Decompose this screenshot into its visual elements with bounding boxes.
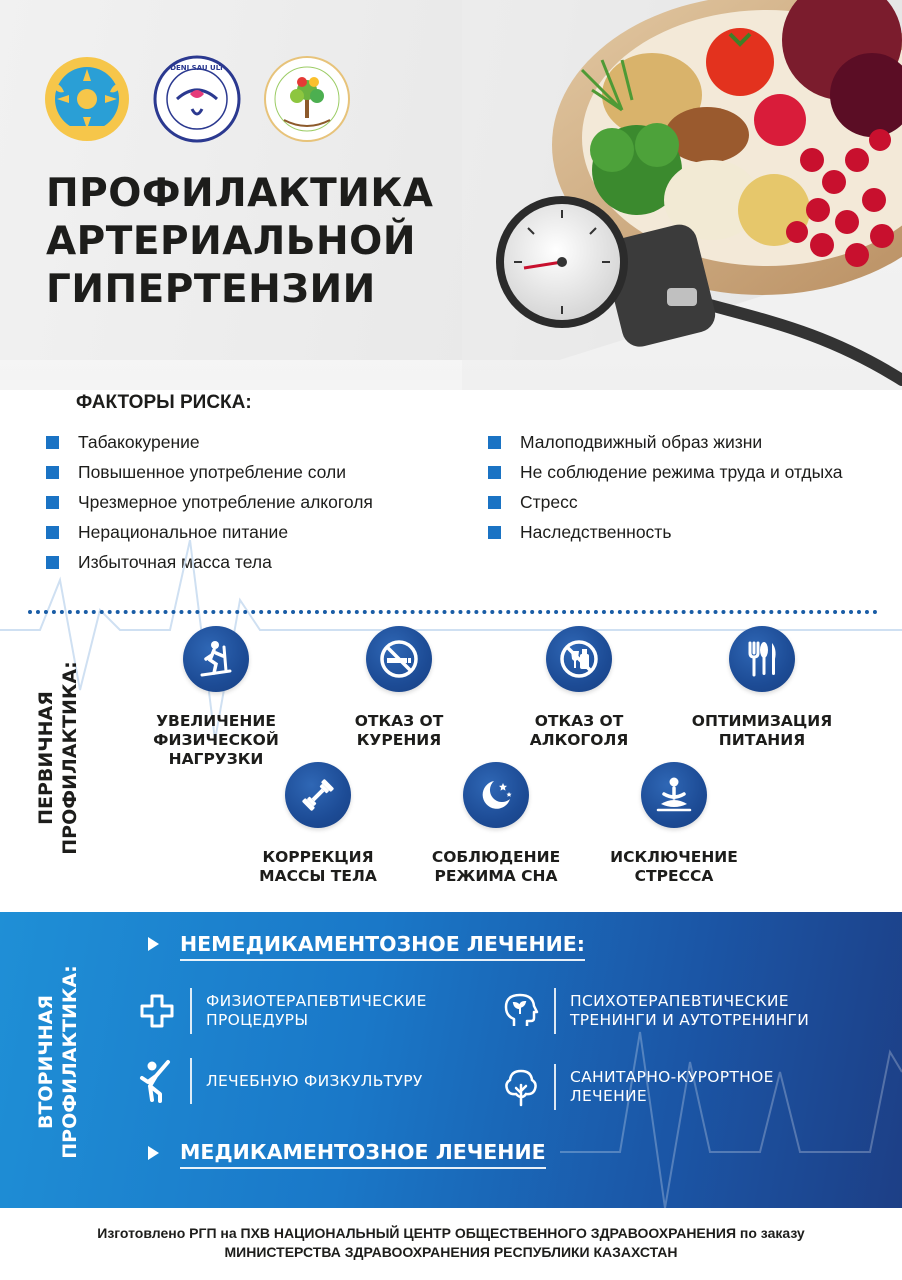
treadmill-icon xyxy=(196,639,236,679)
prevention-icon-circle xyxy=(463,762,529,828)
risk-item-label: Малоподвижный образ жизни xyxy=(520,432,763,452)
prevention-label-line: СТРЕССА xyxy=(634,867,714,885)
risk-item xyxy=(488,462,868,482)
page-title xyxy=(46,170,433,314)
square-bullet-icon xyxy=(488,526,501,539)
square-bullet-icon xyxy=(488,436,501,449)
risk-item-label: Табакокурение xyxy=(78,432,200,452)
risk-list-left xyxy=(46,432,466,582)
risk-item-label: Нерациональное питание xyxy=(78,522,289,542)
prevention-nutrition xyxy=(672,626,852,750)
secondary-item-label xyxy=(570,1068,774,1106)
secondary-item-physiotherapy xyxy=(136,988,427,1034)
title-line-2: АРТЕРИАЛЬНОЙ xyxy=(46,219,416,264)
risk-item xyxy=(46,432,466,452)
prevention-icon-circle xyxy=(729,626,795,692)
prevention-label-line: ФИЗИЧЕСКОЙ xyxy=(153,731,279,749)
risk-item xyxy=(46,552,466,572)
risk-item-label: Избыточная масса тела xyxy=(78,552,272,572)
primary-label-line-1: ПЕРВИЧНАЯ xyxy=(35,691,57,825)
prevention-icon-circle xyxy=(546,626,612,692)
moon-stars-icon xyxy=(476,775,516,815)
no-smoking-icon xyxy=(378,638,420,680)
risk-item-label: Стресс xyxy=(520,492,578,512)
secondary-item-line: ФИЗИОТЕРАПЕВТИЧЕСКИЕ xyxy=(206,992,427,1010)
risk-item-label: Повышенное употребление соли xyxy=(78,462,346,482)
title-line-1: ПРОФИЛАКТИКА xyxy=(46,171,434,216)
play-arrow-icon xyxy=(148,937,159,951)
risk-item-label: Чрезмерное употребление алкоголя xyxy=(78,492,373,512)
square-bullet-icon xyxy=(488,466,501,479)
prevention-no-alcohol xyxy=(489,626,669,750)
square-bullet-icon xyxy=(46,526,59,539)
prevention-label-line: ОТКАЗ ОТ xyxy=(534,712,624,730)
prevention-icon-circle xyxy=(285,762,351,828)
prevention-weight-correction xyxy=(228,762,408,886)
title-line-3: ГИПЕРТЕНЗИИ xyxy=(46,267,376,312)
prevention-label-line: КУРЕНИЯ xyxy=(356,731,442,749)
fork-knife-icon xyxy=(742,639,782,679)
primary-label-line-2: ПРОФИЛАКТИКА: xyxy=(59,661,81,855)
health-center-logo-icon xyxy=(262,54,352,144)
prevention-no-smoking xyxy=(309,626,489,750)
secondary-item-psychotherapy xyxy=(500,988,809,1034)
medical-cross-icon xyxy=(136,990,178,1032)
square-bullet-icon xyxy=(488,496,501,509)
drug-treatment-heading: МЕДИКАМЕНТОЗНОЕ ЛЕЧЕНИЕ xyxy=(180,1140,546,1169)
secondary-prevention-label xyxy=(34,952,82,1172)
primary-prevention-label xyxy=(34,648,82,868)
prevention-icon-circle xyxy=(366,626,432,692)
header xyxy=(0,0,902,390)
prevention-icon-circle xyxy=(183,626,249,692)
risk-item xyxy=(46,462,466,482)
prevention-label-line: ОПТИМИЗАЦИЯ xyxy=(691,712,833,730)
prevention-sleep xyxy=(406,762,586,886)
risk-factors-title: ФАКТОРЫ РИСКА: xyxy=(76,392,252,413)
prevention-label xyxy=(126,712,306,769)
vertical-separator xyxy=(190,1058,192,1104)
prevention-label xyxy=(309,712,489,750)
secondary-item-label xyxy=(206,1072,423,1091)
prevention-label-line: СОБЛЮДЕНИЕ xyxy=(431,848,561,866)
square-bullet-icon xyxy=(46,556,59,569)
footer-line-1: Изготовлено РГП на ПХВ НАЦИОНАЛЬНЫЙ ЦЕНТР ОБЩЕСТВЕННОГО ЗДРАВООХРАНЕНИЯ по заказу xyxy=(97,1225,805,1241)
secondary-item-line: ТРЕНИНГИ И АУТОТРЕНИНГИ xyxy=(570,1011,810,1029)
secondary-item-line: ПСИХОТЕРАПЕВТИЧЕСКИЕ xyxy=(570,992,789,1010)
risk-item xyxy=(46,522,466,542)
prevention-physical-activity xyxy=(126,626,306,769)
prevention-label xyxy=(672,712,852,750)
deni-sau-ult-logo-icon xyxy=(152,54,242,144)
non-drug-treatment-heading: НЕМЕДИКАМЕНТОЗНОЕ ЛЕЧЕНИЕ: xyxy=(180,932,585,961)
square-bullet-icon xyxy=(46,466,59,479)
prevention-icon-circle xyxy=(641,762,707,828)
prevention-label-line: КОРРЕКЦИЯ xyxy=(262,848,374,866)
footer-credits xyxy=(0,1208,902,1280)
prevention-label-line: РЕЖИМА СНА xyxy=(434,867,558,885)
prevention-label-line: ПИТАНИЯ xyxy=(718,731,806,749)
secondary-item-line: ЛЕЧЕНИЕ xyxy=(570,1087,648,1105)
logo-row xyxy=(42,54,352,144)
risk-item xyxy=(488,522,868,542)
no-alcohol-icon xyxy=(558,638,600,680)
square-bullet-icon xyxy=(46,496,59,509)
secondary-label-line-2: ПРОФИЛАКТИКА: xyxy=(59,965,81,1159)
secondary-item-sanatorium xyxy=(500,1064,774,1110)
secondary-item-line: ПРОЦЕДУРЫ xyxy=(206,1011,309,1029)
risk-item xyxy=(488,432,868,452)
secondary-item-line: ЛЕЧЕБНУЮ ФИЗКУЛЬТУРУ xyxy=(206,1071,423,1090)
secondary-item-exercise-therapy xyxy=(136,1058,423,1104)
secondary-item-line: САНИТАРНО-КУРОРТНОЕ xyxy=(570,1068,774,1086)
head-leaf-icon xyxy=(500,990,542,1032)
risk-list-right xyxy=(488,432,868,552)
vertical-separator xyxy=(190,988,192,1034)
risk-item-label: Наследственность xyxy=(520,522,672,542)
prevention-label-line: УВЕЛИЧЕНИЕ xyxy=(156,712,276,730)
prevention-label-line: ОТКАЗ ОТ xyxy=(354,712,444,730)
vertical-separator xyxy=(554,988,556,1034)
risk-item xyxy=(488,492,868,512)
vertical-separator xyxy=(554,1064,556,1110)
tree-icon xyxy=(500,1066,542,1108)
prevention-label xyxy=(489,712,669,750)
prevention-label xyxy=(406,848,586,886)
risk-item xyxy=(46,492,466,512)
prevention-stress xyxy=(584,762,764,886)
square-bullet-icon xyxy=(46,436,59,449)
secondary-label-line-1: ВТОРИЧНАЯ xyxy=(35,995,57,1130)
prevention-label-line: НАГРУЗКИ xyxy=(168,750,264,768)
state-emblem-icon xyxy=(42,54,132,144)
prevention-label-line: АЛКОГОЛЯ xyxy=(529,731,629,749)
stretching-person-icon xyxy=(136,1060,178,1102)
secondary-item-label xyxy=(570,992,809,1030)
secondary-item-label xyxy=(206,992,427,1030)
food-tonometer-photo xyxy=(462,0,902,390)
risk-item-label: Не соблюдение режима труда и отдыха xyxy=(520,462,843,482)
footer-line-2: МИНИСТЕРСТВА ЗДРАВООХРАНЕНИЯ РЕСПУБЛИКИ КАЗАХСТАН xyxy=(224,1244,678,1260)
prevention-label-line: МАССЫ ТЕЛА xyxy=(259,867,377,885)
section-divider xyxy=(28,610,878,614)
deni-sau-logo-text: DENI SAU ULT xyxy=(170,64,224,72)
meditation-icon xyxy=(653,774,695,816)
play-arrow-icon xyxy=(148,1146,159,1160)
prevention-label xyxy=(584,848,764,886)
dumbbell-icon xyxy=(298,775,338,815)
prevention-label-line: ИСКЛЮЧЕНИЕ xyxy=(610,848,738,866)
prevention-label xyxy=(228,848,408,886)
